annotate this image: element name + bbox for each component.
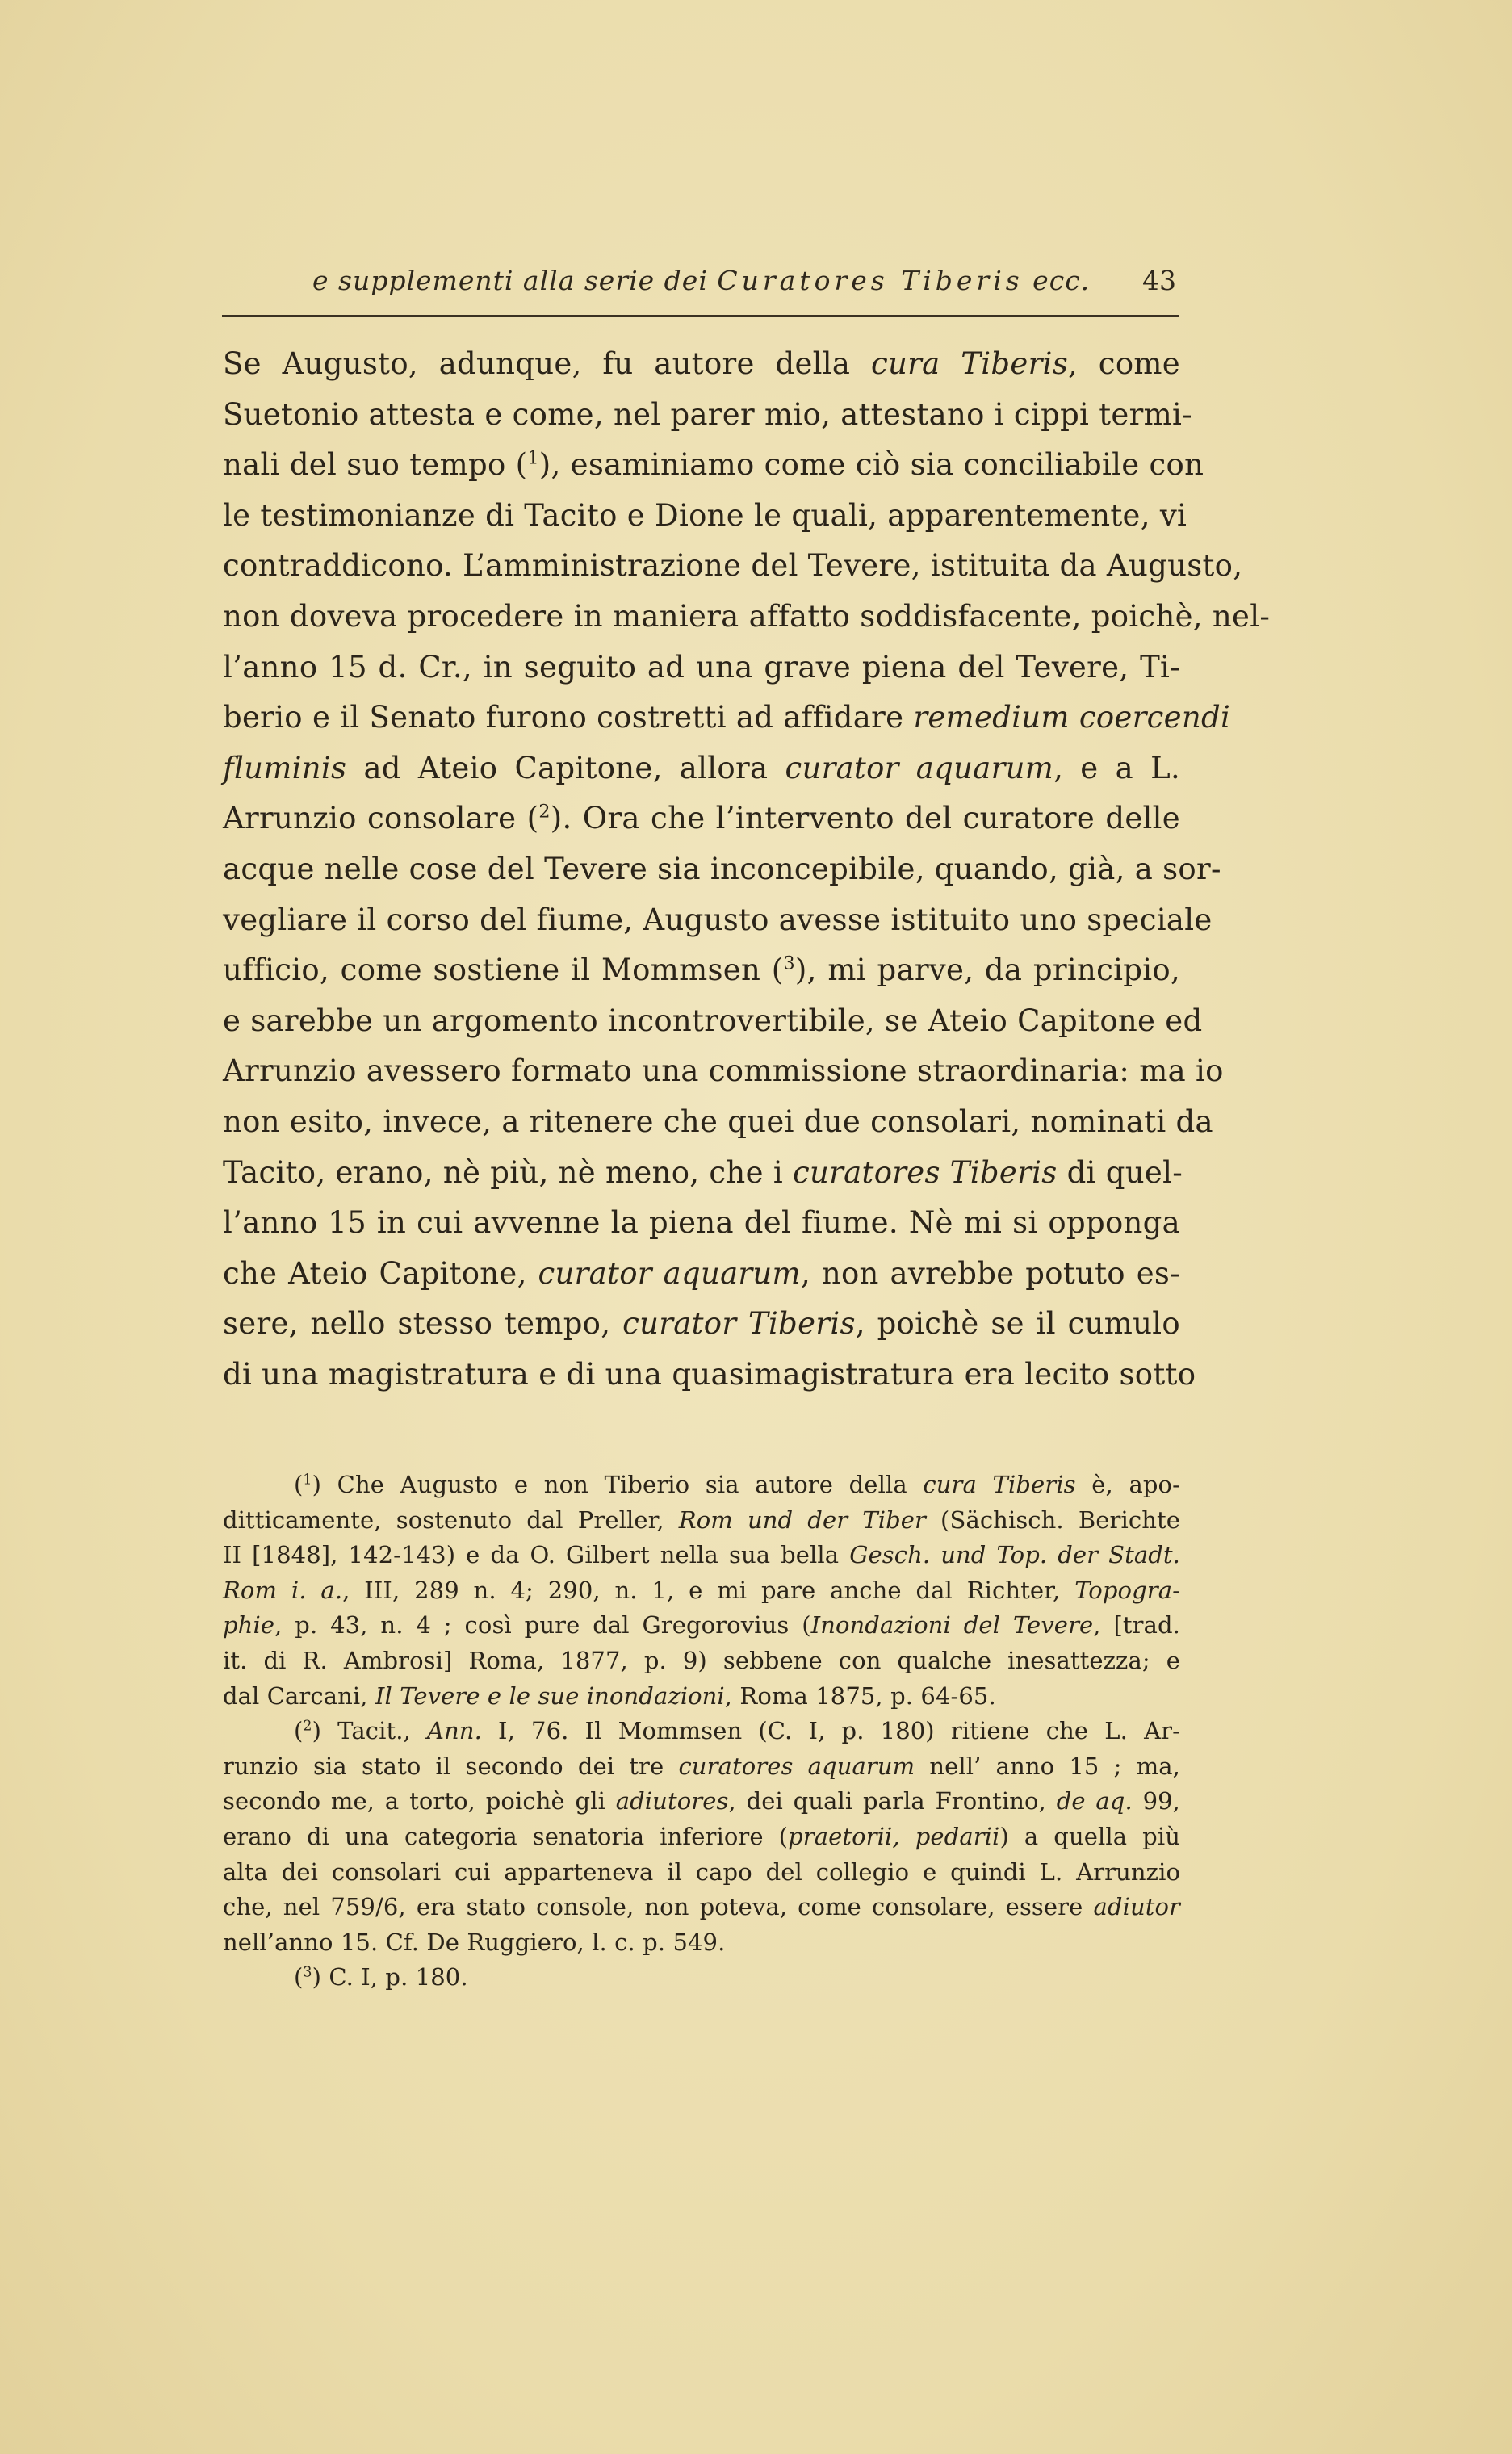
text-run: ( [294, 1471, 304, 1498]
body-text [223, 339, 1271, 1400]
italic-text: de aq. [1056, 1787, 1133, 1815]
body-line [223, 844, 1221, 895]
footnote-line [223, 1855, 1180, 1891]
body-line [223, 794, 1180, 844]
italic-text: Inondazioni del Tevere [810, 1611, 1094, 1639]
footnote-line [223, 1890, 1180, 1925]
italic-text: curator aquarum [785, 750, 1054, 785]
text-run: non doveva procedere in maniera affatto soddisfacente, poichè, nel- [223, 598, 1271, 634]
text-run: , e a L. [1053, 750, 1181, 785]
footnote-marker: 2 [303, 1718, 312, 1735]
text-run: II [1848], 142-143) e da O. Gilbert nella sua bella [223, 1541, 850, 1569]
footnote-marker: 1 [527, 447, 539, 469]
italic-text: remedium coercendi [913, 700, 1231, 735]
text-run: l’anno 15 d. Cr., in seguito ad una grave piena del Tevere, Ti- [223, 649, 1180, 685]
body-line [223, 1249, 1180, 1300]
page-header [222, 260, 1183, 308]
text-run: che, nel 759/6, era stato console, non poteva, come consolare, essere [223, 1893, 1094, 1921]
text-run: , III, 289 n. 4; 290, n. 1, e mi pare anche dal Richter, [342, 1576, 1075, 1604]
text-run: è, apo- [1075, 1471, 1180, 1498]
body-line [223, 743, 1180, 794]
body-line [223, 693, 1231, 743]
italic-text: curatores aquarum [678, 1752, 915, 1780]
text-run: ), esaminiamo come ciò sia conciliabile con [538, 447, 1204, 483]
body-line [223, 945, 1180, 996]
footnote-line [223, 1820, 1180, 1855]
italic-text: adiutor [1093, 1893, 1180, 1921]
italic-text: curatores Tiberis [793, 1154, 1058, 1190]
text-run: Suetonio attesta e come, nel parer mio, attestano i cippi termi- [223, 396, 1192, 432]
body-line [223, 592, 1271, 643]
text-run: ) C. I, p. 180. [312, 1963, 468, 1991]
body-line [223, 643, 1180, 693]
italic-text: curator Tiberis [622, 1306, 856, 1342]
text-run: ) Che Augusto e non Tiberio sia autore della [312, 1471, 924, 1498]
running-title: e supplementi alla serie dei Curatores Tiberis ecc. [312, 265, 1091, 296]
italic-text: praetorii, pedarii [788, 1822, 1000, 1850]
text-run: ) a quella più [999, 1822, 1181, 1850]
text-run: vegliare il corso del fiume, Augusto avesse istituito uno speciale [223, 902, 1213, 937]
italic-text: Rom und der Tiber [678, 1505, 926, 1534]
page-number: 43 [1142, 265, 1176, 296]
body-line [223, 1097, 1213, 1148]
footnote-marker: 3 [303, 1964, 312, 1981]
running-title-emphasis: Curatores Tiberis [717, 265, 1024, 296]
footnote-line [223, 1679, 1180, 1715]
text-run: ad Ateio Capitone, allora [346, 750, 785, 785]
body-line [223, 1148, 1183, 1199]
text-run: , come [1067, 346, 1180, 381]
footnote-line [223, 1573, 1180, 1609]
footnote-line [223, 1468, 1180, 1503]
footnote-line [223, 1503, 1180, 1539]
text-run: contraddicono. L’amministrazione del Tevere, istituita da Augusto, [223, 548, 1243, 584]
footnotes [223, 1468, 1180, 1995]
text-run: secondo me, a torto, poichè gli [223, 1787, 616, 1815]
italic-text: Ann. [426, 1717, 482, 1745]
body-line [223, 1198, 1180, 1249]
italic-text: Gesch. und Top. der Stadt. [849, 1541, 1180, 1569]
text-run: acque nelle cose del Tevere sia inconcepibile, quando, già, a sor- [223, 851, 1221, 886]
text-run: di una magistratura e di una quasimagistratura era lecito sotto [223, 1356, 1196, 1392]
text-run: nell’ anno 15 ; ma, [915, 1752, 1180, 1780]
text-run: di quel- [1057, 1154, 1183, 1190]
italic-text: adiutores [615, 1787, 729, 1815]
footnote-line [223, 1714, 1180, 1749]
body-line [223, 1299, 1180, 1350]
italic-text: Topogra- [1074, 1576, 1180, 1604]
text-run: Se Augusto, adunque, fu autore della [223, 346, 872, 381]
body-line [223, 1350, 1196, 1401]
text-run: 99, [1132, 1787, 1180, 1815]
footnote-line [223, 1644, 1180, 1679]
footnote-line [223, 1749, 1180, 1785]
italic-text: cura Tiberis [923, 1471, 1076, 1498]
text-run: ), mi parve, da principio, [794, 953, 1181, 988]
body-line [223, 491, 1187, 542]
italic-text: cura Tiberis [871, 346, 1068, 381]
italic-text: Rom i. a. [223, 1576, 343, 1604]
text-run: Tacito, erano, nè più, nè meno, che i [223, 1154, 794, 1190]
footnote-marker: 2 [538, 802, 551, 823]
text-run: I, 76. Il Mommsen (C. I, p. 180) ritiene che L. Ar- [481, 1717, 1180, 1745]
text-run: it. di R. Ambrosi] Roma, 1877, p. 9) sebbene con qualche inesattezza; e [223, 1646, 1180, 1674]
body-line [223, 390, 1192, 441]
text-run: nell’anno 15. Cf. De Ruggiero, l. c. p. 549. [223, 1928, 726, 1956]
text-run: , poichè se il cumulo [855, 1306, 1180, 1342]
text-run: l’anno 15 in cui avvenne la piena del fiume. Nè mi si opponga [223, 1205, 1180, 1241]
body-line [223, 440, 1204, 491]
footnote-marker: 1 [303, 1472, 312, 1489]
text-run: sere, nello stesso tempo, [223, 1306, 623, 1342]
text-run: nali del suo tempo ( [223, 447, 528, 483]
italic-text: phie [223, 1611, 275, 1639]
italic-text: Il Tevere e le sue inondazioni [375, 1681, 725, 1710]
body-line [223, 541, 1243, 592]
text-run: , dei quali parla Frontino, [728, 1787, 1057, 1815]
text-run: , non avrebbe potuto es- [800, 1255, 1180, 1291]
text-run: , p. 43, n. 4 ; così pure dal Gregorovius ( [274, 1611, 811, 1639]
text-run: Arrunzio consolare ( [223, 801, 539, 836]
text-run: ditticamente, sostenuto dal Preller, [223, 1505, 679, 1534]
body-line [223, 1046, 1224, 1097]
italic-text: curator aquarum [538, 1255, 801, 1291]
text-run: Arrunzio avessero formato una commissione straordinaria: ma io [223, 1053, 1224, 1089]
text-run: ( [294, 1717, 304, 1745]
footnote-line [223, 1784, 1180, 1820]
text-run: ) Tacit., [312, 1717, 427, 1745]
footnote-line [223, 1538, 1180, 1573]
footnote-marker: 3 [783, 953, 795, 974]
italic-text: fluminis [223, 750, 347, 785]
text-run: ). Ora che l’intervento del curatore delle [550, 801, 1180, 836]
body-line [223, 895, 1213, 946]
footnote-line [223, 1960, 1180, 1995]
text-run: ( [294, 1963, 304, 1991]
body-line [223, 339, 1180, 390]
body-line [223, 996, 1203, 1047]
text-run: , Roma 1875, p. 64-65. [724, 1681, 996, 1710]
text-run: runzio sia stato il secondo dei tre [223, 1752, 679, 1780]
footnote-line [223, 1608, 1180, 1644]
header-rule [222, 315, 1179, 317]
text-run: alta dei consolari cui apparteneva il capo del collegio e quindi L. Arrunzio [223, 1857, 1180, 1886]
footnote-line [223, 1925, 1180, 1961]
text-run: non esito, invece, a ritenere che quei due consolari, nominati da [223, 1103, 1213, 1139]
text-run: dal Carcani, [223, 1681, 375, 1710]
text-run: erano di una categoria senatoria inferiore ( [223, 1822, 789, 1850]
text-run: e sarebbe un argomento incontrovertibile, se Ateio Capitone ed [223, 1003, 1203, 1038]
text-run: (Sächisch. Berichte [925, 1505, 1180, 1534]
text-run: berio e il Senato furono costretti ad affidare [223, 700, 914, 735]
text-run: le testimonianze di Tacito e Dione le quali, apparentemente, vi [223, 497, 1187, 533]
text-run: ufficio, come sostiene il Mommsen ( [223, 953, 784, 988]
text-run: che Ateio Capitone, [223, 1255, 538, 1291]
text-run: , [trad. [1093, 1611, 1180, 1639]
